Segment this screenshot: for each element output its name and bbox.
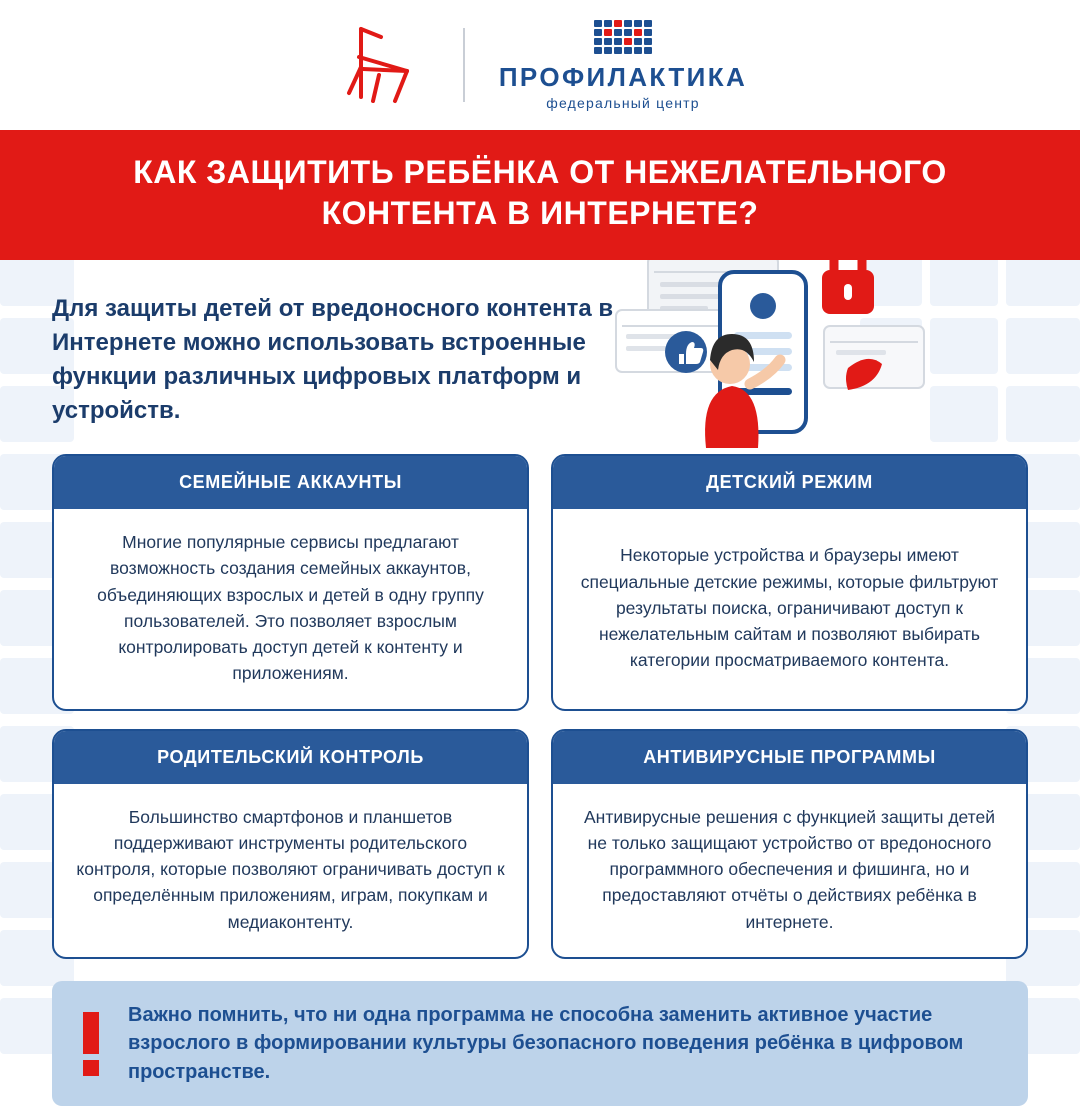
brand-lockup [499,20,747,111]
card-antivirus [551,729,1028,959]
card-family-accounts [52,454,529,711]
intro-text: Для защиты детей от вредоносного контента в Интернете можно использовать встроенные функции различных цифровых платформ и устройств. [52,294,614,425]
card-body-text: Большинство смартфонов и планшетов поддерживают инструменты родительского контроля, которые позволяют ограничивать доступ к определённым приложениям, играм, покупкам и медиаконтенту. [76,806,505,932]
page-header [0,0,1080,130]
exclamation-icon [78,1012,104,1076]
title-band [0,130,1080,260]
card-title: ДЕТСКИЙ РЕЖИМ [553,456,1026,509]
card-body-text: Многие популярные сервисы предлагают возможность создания семейных аккаунтов, объединяющих взрослых и детей в одну группу пользователей. Это позволяет взрослым контролировать доступ детей к контенту и приложениям. [97,532,484,684]
important-note [52,981,1028,1106]
card-body-text: Некоторые устройства и браузеры имеют специальные детские режимы, которые фильтруют результаты поиска, ограничивают доступ к нежелательным сайтам и позволяют выбирать категории просматриваемого контента. [580,545,999,671]
card-title: АНТИВИРУСНЫЕ ПРОГРАММЫ [553,731,1026,784]
brand-title: ПРОФИЛАКТИКА [498,61,748,92]
card-body [54,784,527,957]
brand-subtitle: федеральный центр [546,94,700,111]
card-parental-control [52,729,529,959]
logo-divider [463,28,465,102]
card-kids-mode [551,454,1028,711]
card-body [54,509,527,709]
card-title: РОДИТЕЛЬСКИЙ КОНТРОЛЬ [54,731,527,784]
card-body [553,784,1026,957]
card-title: СЕМЕЙНЫЕ АККАУНТЫ [54,456,527,509]
card-body [553,509,1026,709]
page-title: КАК ЗАЩИТИТЬ РЕБЁНКА ОТ НЕЖЕЛАТЕЛЬНОГО КОНТЕНТА В ИНТЕРНЕТЕ? [133,154,947,231]
cards-grid [52,454,1028,959]
brand-grid-icon [594,20,652,54]
note-text: Важно помнить, что ни одна программа не способна заменить активное участие взрослого в формировании культуры безопасного поведения ребёнка в цифровом пространстве. [128,1003,964,1083]
intro-section [0,260,1080,428]
card-body-text: Антивирусные решения с функцией защиты детей не только защищают устройство от вредоносного программного обеспечения и фишинга, но и предоставляют отчёты о действиях ребёнка в интернете. [583,806,996,932]
chair-logo-icon [333,23,429,107]
